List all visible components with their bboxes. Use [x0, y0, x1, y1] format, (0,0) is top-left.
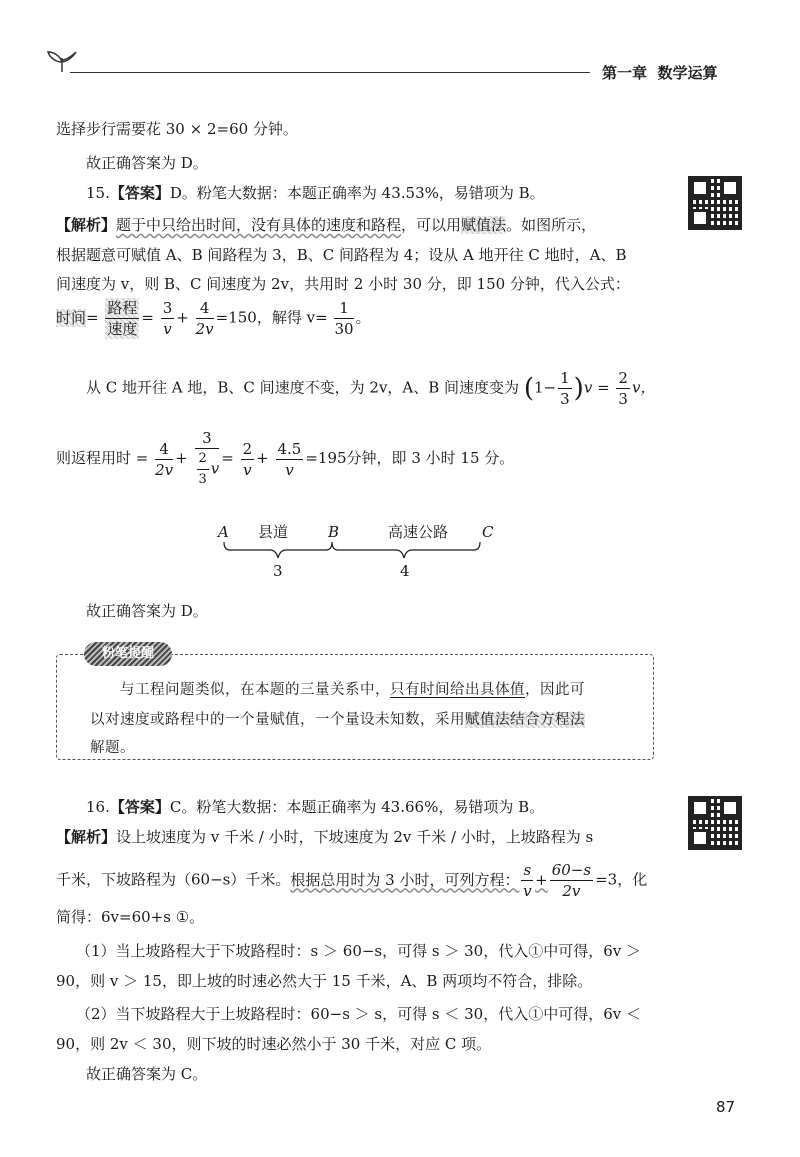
text-line: 90，则 v ＞ 15，即上坡的时速必然大于 15 千米，A、B 两项均不符合，排除。: [56, 972, 593, 990]
q15-answer: 15.【答案】D。粉笔大数据：本题正确率为 43.53%，易错项为 B。: [86, 184, 545, 202]
text-line: 故正确答案为 D。: [86, 154, 208, 172]
q16-answer: 16.【答案】C。粉笔大数据：本题正确率为 43.66%，易错项为 B。: [86, 798, 545, 816]
formula-return-speed: 从 C 地开往 A 地，B、C 间速度不变，为 2v，A、B 间速度变为 (1− $\frac{1}{3}$ )v = $\frac{2}{3}$ v，: [86, 369, 656, 408]
tip-line1: 与工程问题类似，在本题的三量关系中，只有时间给出具体值，因此可: [120, 682, 585, 698]
length-ab-label: 3: [273, 562, 283, 580]
text-line: 间速度为 v，则 B、C 间速度为 2v，共用时 2 小时 30 分，即 150 分钟，代入公式：: [56, 275, 630, 293]
tip-line2: 以对速度或路程中的一个量赋值，一个量设未知数，采用赋值法结合方程法: [90, 712, 585, 728]
text-line: 根据题意可赋值 A、B 间路程为 3，B、C 间路程为 4；设从 A 地开往 C 地时，A、B: [56, 246, 627, 264]
segment1-label: 县道: [258, 523, 289, 541]
route-diagram: [210, 520, 510, 586]
text-line: 90，则 2v ＜ 30，则下坡的时速必然小于 30 千米，对应 C 项。: [56, 1035, 492, 1053]
q16-equation-line: 千米，下坡路程为（60−s）千米。根据总用时为 3 小时，可列方程： $\frac{s}{v}$ + $\frac{60-s}{2v}$ =3，化: [56, 861, 648, 900]
qr-code-q16[interactable]: [688, 796, 742, 850]
text-line: （1）当上坡路程大于下坡路程时：s ＞ 60−s，可得 s ＞ 30，代入①中可得，6v ＞: [76, 942, 642, 960]
qr-code-q15[interactable]: [688, 176, 742, 230]
q15-analysis-line1: 【解析】题于中只给出时间，没有具体的速度和路程，可以用赋值法。如图所示，: [56, 216, 597, 234]
text-line: 故正确答案为 C。: [86, 1065, 208, 1083]
text-line: 选择步行需要花 30 × 2=60 分钟。: [56, 120, 298, 138]
brace-bc: [332, 542, 480, 558]
point-b-label: B: [328, 523, 340, 541]
point-c-label: C: [482, 523, 494, 541]
length-bc-label: 4: [400, 562, 410, 580]
brace-ab: [224, 542, 332, 558]
q16-analysis-line1: 【解析】设上坡速度为 v 千米 / 小时，下坡速度为 2v 千米 / 小时，上坡路程为 s: [56, 828, 594, 846]
leaf-icon: [44, 50, 80, 74]
page-number: 87: [716, 1098, 736, 1116]
header-rule: [70, 72, 590, 73]
tip-line3: 解题。: [90, 740, 135, 756]
formula-time: 时间= $\frac{\text{路程}}{\text{速度}}$ = $\frac{3}{v}$ + $\frac{4}{2v}$ =150，解得 v= $\frac{1}{30}$ 。: [56, 299, 371, 338]
text-line: 简得：6v=60+s ①。: [56, 908, 205, 926]
tip-box: [56, 654, 654, 760]
point-a-label: A: [218, 523, 229, 541]
header-chapter: 第一章 数学运算: [602, 64, 718, 82]
text-line: （2）当下坡路程大于上坡路程时：60−s ＞ s，可得 s ＜ 30，代入①中可得，6v ＜: [76, 1005, 642, 1023]
formula-return-time: 则返程用时 = $\frac{4}{2v}$ + 3 $\frac{2}{3}$ v = $\frac{2}{v}$ + $\frac{4.5}{v}$ =195分钟，即 3 小时 15 分。: [56, 429, 515, 487]
tip-title: 粉笔提醒: [84, 642, 172, 666]
segment2-label: 高速公路: [388, 523, 449, 541]
text-line: 故正确答案为 D。: [86, 602, 208, 620]
